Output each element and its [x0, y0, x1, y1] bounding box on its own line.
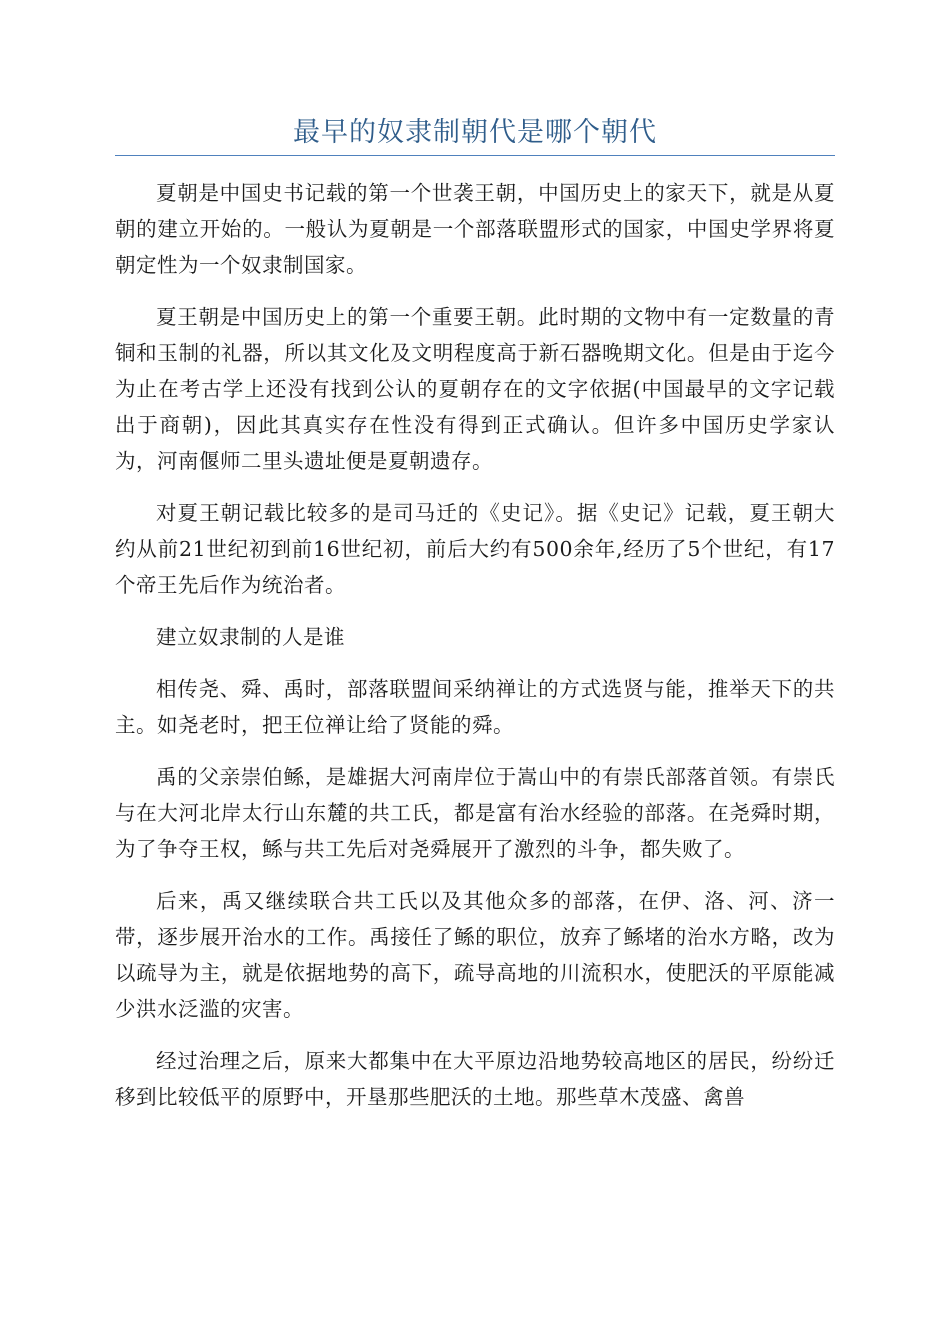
document-body [115, 175, 835, 1131]
paragraph-5: 禹的父亲崇伯鲧，是雄据大河南岸位于嵩山中的有崇氏部落首领。有崇氏与在大河北岸太行山东麓的共工氏，都是富有治水经验的部落。在尧舜时期，为了争夺王权，鲧与共工先后对尧舜展开了激烈的斗争，都失败了。 [115, 765, 835, 861]
paragraph-3: 对夏王朝记载比较多的是司马迁的《史记》。据《史记》记载，夏王朝大约从前21世纪初到前16世纪初，前后大约有500余年,经历了5个世纪，有17个帝王先后作为统治者。 [115, 501, 835, 597]
paragraph-4: 相传尧、舜、禹时，部落联盟间采纳禅让的方式选贤与能，推举天下的共主。如尧老时，把王位禅让给了贤能的舜。 [115, 677, 835, 737]
page-title: 最早的奴隶制朝代是哪个朝代 [293, 117, 657, 148]
title-underline [115, 155, 835, 156]
section-heading: 建立奴隶制的人是谁 [156, 625, 345, 649]
paragraph-1: 夏朝是中国史书记载的第一个世袭王朝，中国历史上的家天下，就是从夏朝的建立开始的。一般认为夏朝是一个部落联盟形式的国家，中国史学界将夏朝定性为一个奴隶制国家。 [115, 181, 835, 277]
paragraph-6: 后来，禹又继续联合共工氏以及其他众多的部落，在伊、洛、河、济一带，逐步展开治水的工作。禹接任了鲧的职位，放弃了鲧堵的治水方略，改为以疏导为主，就是依据地势的高下，疏导高地的川流积水，使肥沃的平原能减少洪水泛滥的灾害。 [115, 889, 835, 1021]
paragraph-7: 经过治理之后，原来大都集中在大平原边沿地势较高地区的居民，纷纷迁移到比较低平的原野中，开垦那些肥沃的土地。那些草木茂盛、禽兽 [115, 1049, 835, 1109]
paragraph-2: 夏王朝是中国历史上的第一个重要王朝。此时期的文物中有一定数量的青铜和玉制的礼器，所以其文化及文明程度高于新石器晚期文化。但是由于迄今为止在考古学上还没有找到公认的夏朝存在的文字依据(中国最早的文字记载出于商朝)，因此其真实存在性没有得到正式确认。但许多中国历史学家认为，河南偃师二里头遗址便是夏朝遗存。 [115, 305, 835, 473]
